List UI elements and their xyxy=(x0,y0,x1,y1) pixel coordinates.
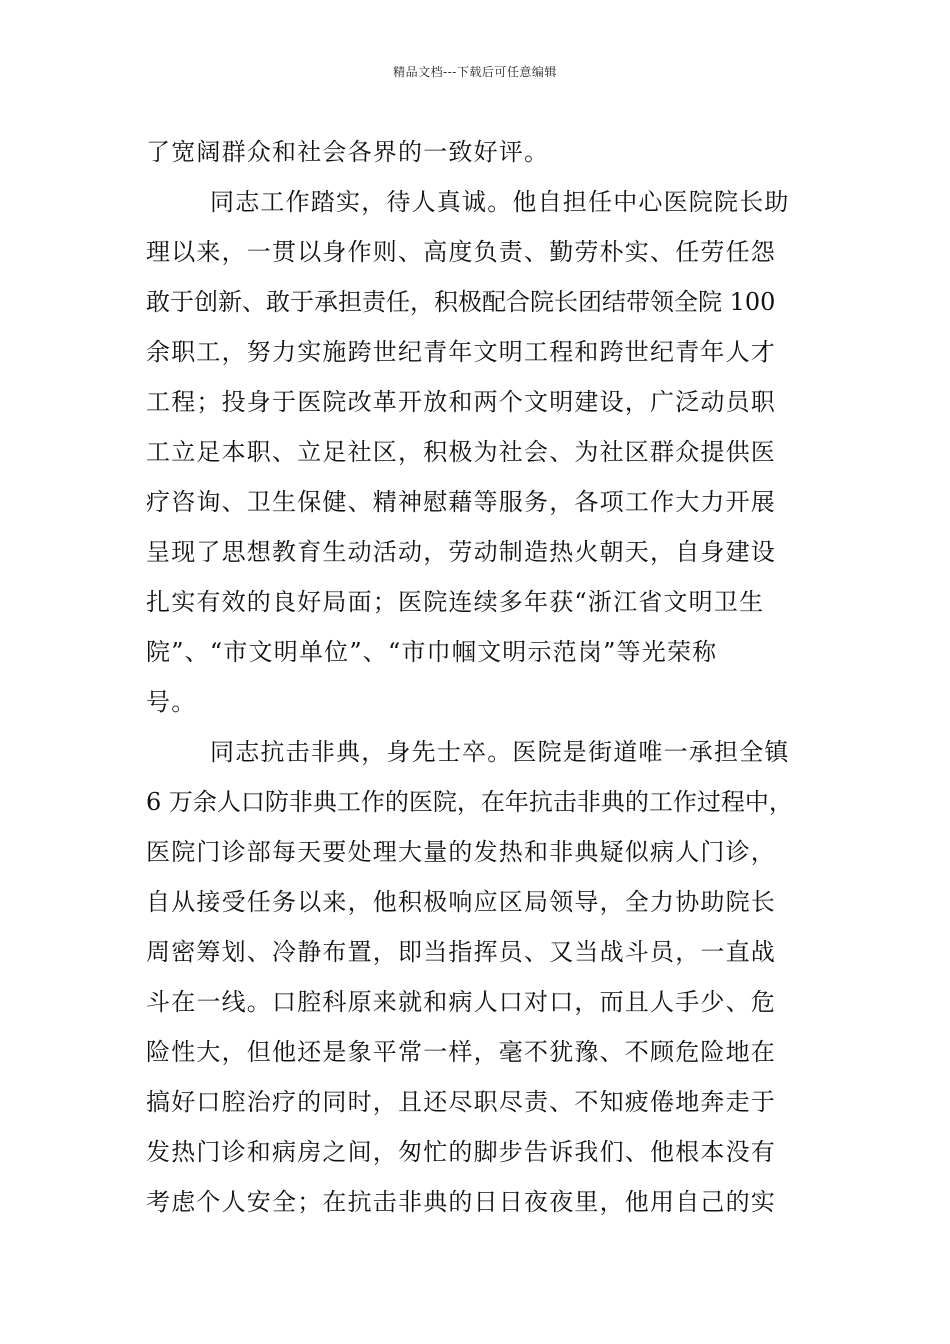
text-line: 疗咨询、卫生保健、精神慰藉等服务，各项工作大力开展 xyxy=(146,488,776,516)
text-line: 理以来，一贯以身作则、高度负责、勤劳朴实、任劳任怨 xyxy=(146,238,776,266)
text-line: 发热门诊和病房之间，匆忙的脚步告诉我们、他根本没有 xyxy=(146,1138,776,1166)
text-line: 斗在一线。口腔科原来就和病人口对口，而且人手少、危 xyxy=(146,988,776,1016)
text-line: 自从接受任务以来，他积极响应区局领导，全力协助院长 xyxy=(146,888,776,916)
text-line: 了宽阔群众和社会各界的一致好评。 xyxy=(146,138,550,166)
text-line: 扎实有效的良好局面；医院连续多年获“浙江省文明卫生 xyxy=(146,588,765,616)
text-line: 余职工，努力实施跨世纪青年文明工程和跨世纪青年人才 xyxy=(146,338,776,366)
page-header: 精品文档---下载后可任意编辑 xyxy=(393,65,557,79)
text-line: 院”、“市文明单位”、“市巾帼文明示范岗”等光荣称 xyxy=(146,638,718,666)
text-line: 6 万余人口防非典工作的医院，在年抗击非典的工作过程中， xyxy=(146,788,793,816)
text-line: 工立足本职、立足社区，积极为社会、为社区群众提供医 xyxy=(146,438,776,466)
text-line: 险性大，但他还是象平常一样，毫不犹豫、不顾危险地在 xyxy=(146,1038,776,1066)
paragraph-start-line: 同志工作踏实，待人真诚。他自担任中心医院院长助 xyxy=(210,188,790,216)
text-line: 敢于创新、敢于承担责任，积极配合院长团结带领全院 100 xyxy=(146,288,776,316)
text-line: 呈现了思想教育生动活动，劳动制造热火朝天，自身建设 xyxy=(146,538,776,566)
text-line: 搞好口腔治疗的同时，且还尽职尽责、不知疲倦地奔走于 xyxy=(146,1088,776,1116)
paragraph-start-line: 同志抗击非典，身先士卒。医院是街道唯一承担全镇 xyxy=(210,738,790,766)
text-line: 号。 xyxy=(146,688,197,716)
text-line: 工程；投身于医院改革开放和两个文明建设，广泛动员职 xyxy=(146,388,776,416)
text-line: 周密筹划、冷静布置，即当指挥员、又当战斗员，一直战 xyxy=(146,938,776,966)
document-body xyxy=(146,127,836,1227)
text-line: 考虑个人安全；在抗击非典的日日夜夜里，他用自己的实 xyxy=(146,1188,776,1216)
text-line: 医院门诊部每天要处理大量的发热和非典疑似病人门诊， xyxy=(146,838,776,866)
